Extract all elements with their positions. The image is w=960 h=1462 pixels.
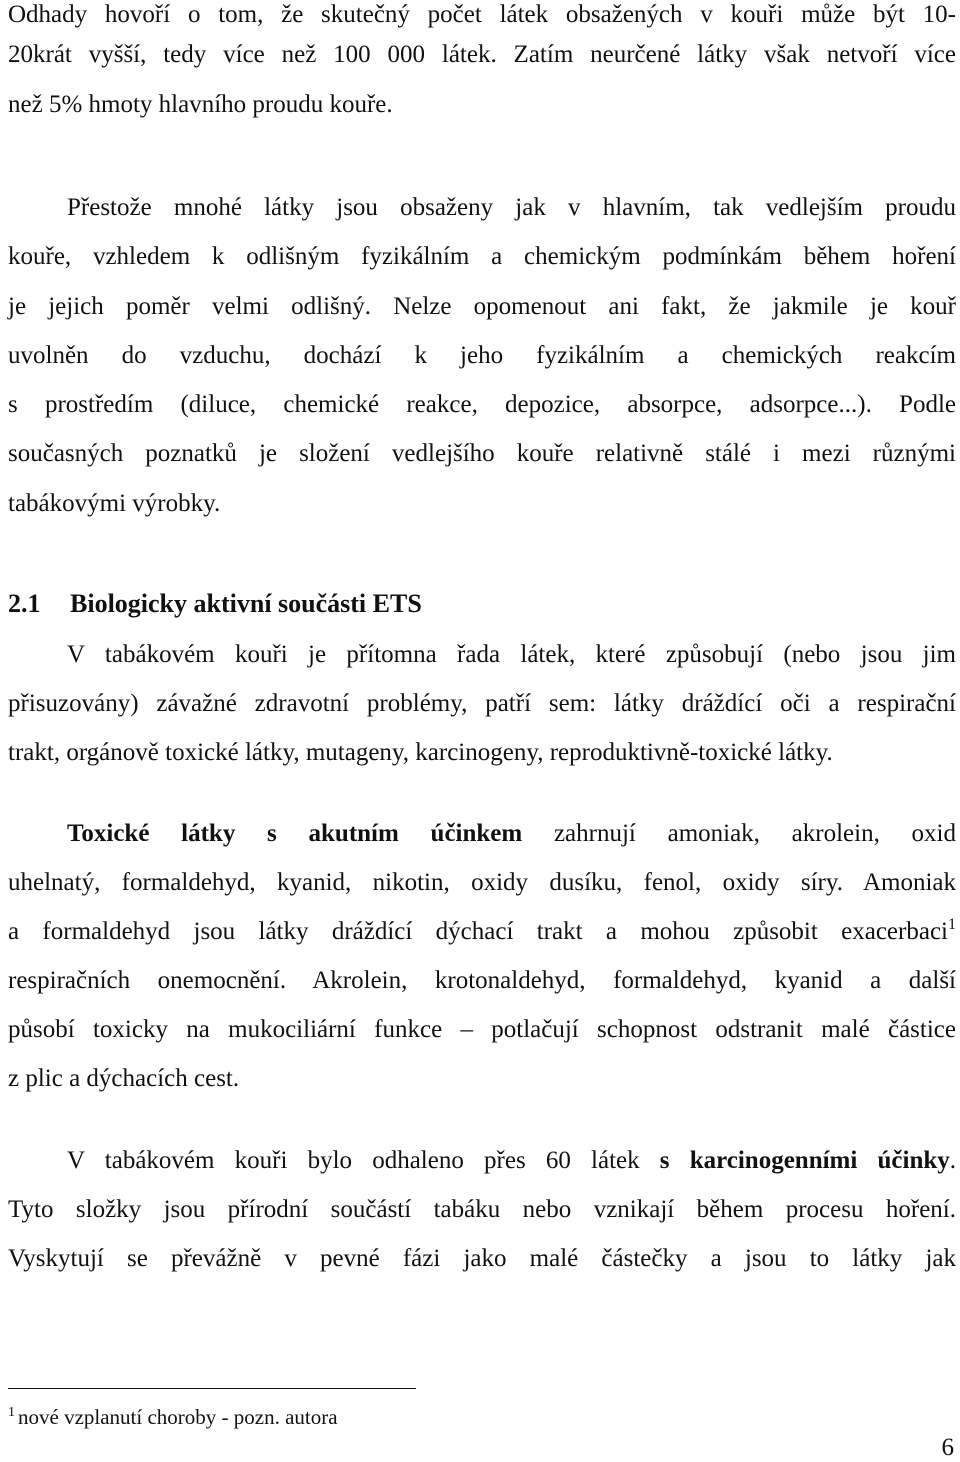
paragraph-4-line-1 [67,819,956,849]
paragraph-2-line-5: s prostředím (diluce, chemické reakce, depozice, absorpce, adsorpce...). Podle [8,391,956,418]
paragraph-3-line-3: trakt, orgánově toxické látky, mutageny, karcinogeny, reproduktivně-toxické látky. [8,739,833,766]
section-heading [8,589,956,619]
section-number: 2.1 [8,589,41,618]
paragraph-2-line-3: je jejich poměr velmi odlišný. Nelze opomenout ani fakt, že jakmile je kouř [8,293,956,320]
paragraph-1-line-3: než 5% hmoty hlavního proudu kouře. [8,91,393,118]
paragraph-2-line-1: Přestože mnohé látky jsou obsaženy jak v hlavním, tak vedlejším proudu [67,194,956,221]
paragraph-5-line-1-pre: V tabákovém kouři bylo odhaleno přes 60 látek [67,1147,660,1174]
paragraph-4-line-4: respiračních onemocnění. Akrolein, krotonaldehyd, formaldehyd, kyanid a další [8,967,956,994]
paragraph-4-line-6: z plic a dýchacích cest. [8,1065,240,1092]
paragraph-5-line-1 [67,1146,956,1176]
paragraph-1-line-2: 20krát vyšší, tedy více než 100 000 látek. Zatím neurčené látky však netvoří více [8,41,956,68]
paragraph-4-line-2: uhelnatý, formaldehyd, kyanid, nikotin, oxidy dusíku, fenol, oxidy síry. Amoniak [8,869,956,896]
footnote-separator [8,1388,416,1389]
paragraph-5-line-1-post: . [949,1147,956,1174]
paragraph-5-line-3: Vyskytují se převážně v pevné fázi jako malé částečky a jsou to látky jak [8,1245,956,1272]
paragraph-2-line-2: kouře, vzhledem k odlišným fyzikálním a chemickým podmínkám během hoření [8,243,956,270]
paragraph-1-line-1: Odhady hovoří o tom, že skutečný počet látek obsažených v kouři může být 10- [8,1,956,28]
footnote-marker: 1 [8,1405,15,1420]
paragraph-4-line-5: působí toxicky na mukociliární funkce – potlačují schopnost odstranit malé částice [8,1016,956,1043]
paragraph-2-line-6: současných poznatků je složení vedlejšího kouře relativně stálé i mezi různými [8,440,956,467]
section-title: Biologicky aktivní součásti ETS [70,589,422,618]
footnote-reference: 1 [948,916,956,933]
page-number: 6 [941,1434,954,1461]
paragraph-4-line-1-rest: zahrnují amoniak, akrolein, oxid [522,820,956,847]
footnote [8,1404,338,1430]
emphasis-acute-toxic: Toxické látky s akutním účinkem [67,820,523,847]
paragraph-4-line-3 [8,917,956,947]
paragraph-2-line-7: tabákovými výrobky. [8,490,221,517]
paragraph-2-line-4: uvolněn do vzduchu, dochází k jeho fyzikálním a chemických reakcím [8,342,956,369]
paragraph-5-line-2: Tyto složky jsou přírodní součástí tabáku nebo vznikají během procesu hoření. [8,1196,956,1223]
paragraph-3-line-2: přisuzovány) závažné zdravotní problémy, patří sem: látky dráždící oči a respirační [8,690,956,717]
footnote-text: nové vzplanutí choroby - pozn. autora [18,1405,338,1429]
paragraph-3-line-1: V tabákovém kouři je přítomna řada látek, které způsobují (nebo jsou jim [67,641,956,668]
paragraph-4-line-3-text: a formaldehyd jsou látky dráždící dýchací trakt a mohou způsobit exacerbaci [8,918,948,945]
emphasis-carcinogenic: s karcinogenními účinky [659,1147,950,1174]
